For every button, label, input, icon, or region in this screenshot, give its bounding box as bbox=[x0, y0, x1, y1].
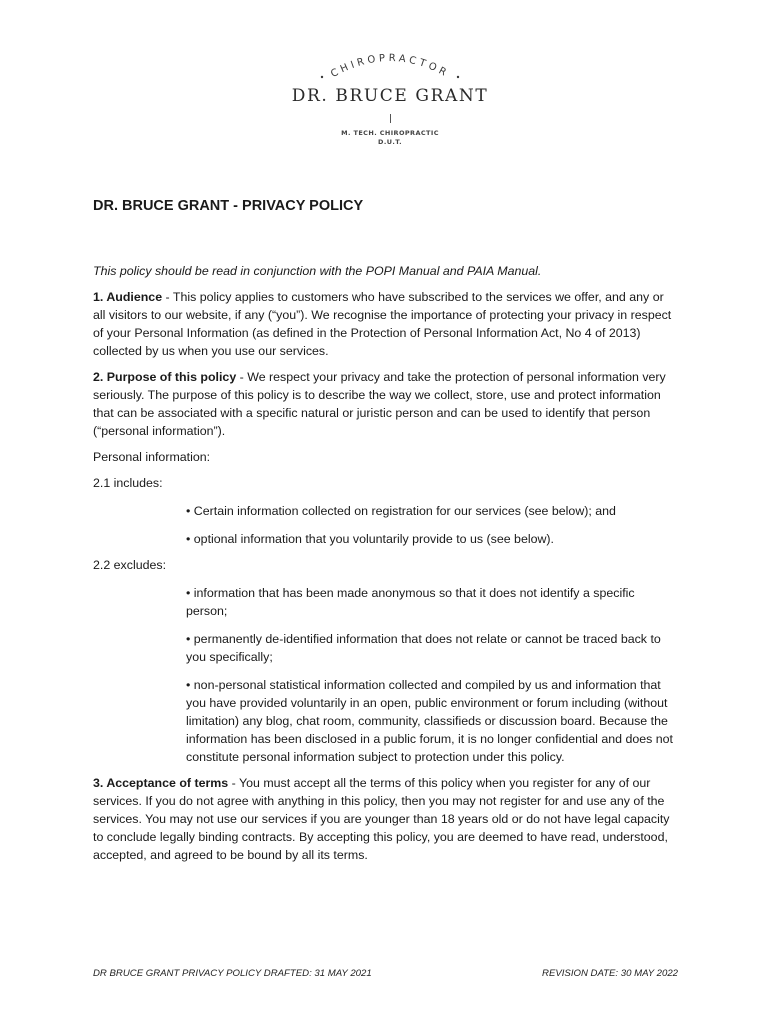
logo-dot-right bbox=[457, 76, 459, 78]
excludes-item: • information that has been made anonymous so that it does not identify a specific person; bbox=[186, 586, 635, 618]
logo-arc-text: CHIROPRACTOR bbox=[329, 52, 451, 81]
logo-arc bbox=[310, 48, 470, 82]
includes-item: • optional information that you voluntarily provide to us (see below). bbox=[186, 532, 554, 546]
section-purpose-heading: 2. Purpose of this policy bbox=[93, 370, 237, 384]
excludes-label: 2.2 excludes: bbox=[93, 558, 167, 572]
logo-dot-left bbox=[321, 76, 323, 78]
logo-qualification-line2: D.U.T. bbox=[378, 138, 402, 146]
page-footer bbox=[93, 968, 678, 979]
excludes-item: • non-personal statistical information collected and compiled by us and information that you have provided voluntarily in an open, public environment or forum including (without limitation) any blog, chat room, community, classifieds or discussion board. Because the information has been disclosed in a public forum, it is no longer confidential and does not constitute personal information subject to protection under this policy. bbox=[186, 678, 673, 764]
section-acceptance-heading: 3. Acceptance of terms bbox=[93, 776, 229, 790]
personal-info-label: Personal information: bbox=[93, 450, 211, 464]
section-acceptance-text: - You must accept all the terms of this policy when you register for any of our services. If you do not agree with anything in this policy, then you may not register for and use any of the services. You may not use our services if you are younger than 18 years old or do not have legal capacity to conclude legally binding contracts. By accepting this policy, you are deemed to have read, understood, accepted, and agreed to be bound by all its terms. bbox=[93, 776, 670, 862]
section-purpose-text: - We respect your privacy and take the protection of personal information very seriously. The purpose of this policy is to describe the way we collect, store, use and protect information that can be associated with a specific natural or juristic person and can be used to identify that person (“personal information”). bbox=[93, 370, 666, 438]
logo-name: DR. BRUCE GRANT bbox=[291, 86, 489, 106]
footer-revision-date: REVISION DATE: 30 MAY 2022 bbox=[542, 968, 678, 979]
practice-logo bbox=[285, 48, 495, 147]
intro-note: This policy should be read in conjunction with the POPI Manual and PAIA Manual. bbox=[93, 264, 542, 278]
logo-qualification-line1: M. TECH. CHIROPRACTIC bbox=[341, 129, 439, 137]
section-audience-text: - This policy applies to customers who have subscribed to the services we offer, and any or all visitors to our website, if any (“you”). We recognise the importance of protecting your privacy in respect of your Personal Information (as defined in the Protection of Personal Information Act, No 4 of 2013) collected by us when you use our services. bbox=[93, 290, 672, 358]
excludes-item: • permanently de-identified information that does not relate or cannot be traced back to you specifically; bbox=[186, 632, 661, 664]
section-audience-heading: 1. Audience bbox=[93, 290, 163, 304]
includes-label: 2.1 includes: bbox=[93, 476, 163, 490]
logo-qualification bbox=[285, 129, 495, 147]
section-audience bbox=[93, 288, 678, 360]
includes-item: • Certain information collected on registration for our services (see below); and bbox=[186, 504, 616, 518]
section-purpose bbox=[93, 368, 678, 440]
logo-separator bbox=[390, 114, 391, 123]
section-acceptance bbox=[93, 774, 678, 864]
document-body bbox=[93, 196, 678, 864]
document-title: DR. BRUCE GRANT - PRIVACY POLICY bbox=[93, 198, 364, 214]
footer-drafted-date: DR BRUCE GRANT PRIVACY POLICY DRAFTED: 31 MAY 2021 bbox=[93, 968, 372, 979]
